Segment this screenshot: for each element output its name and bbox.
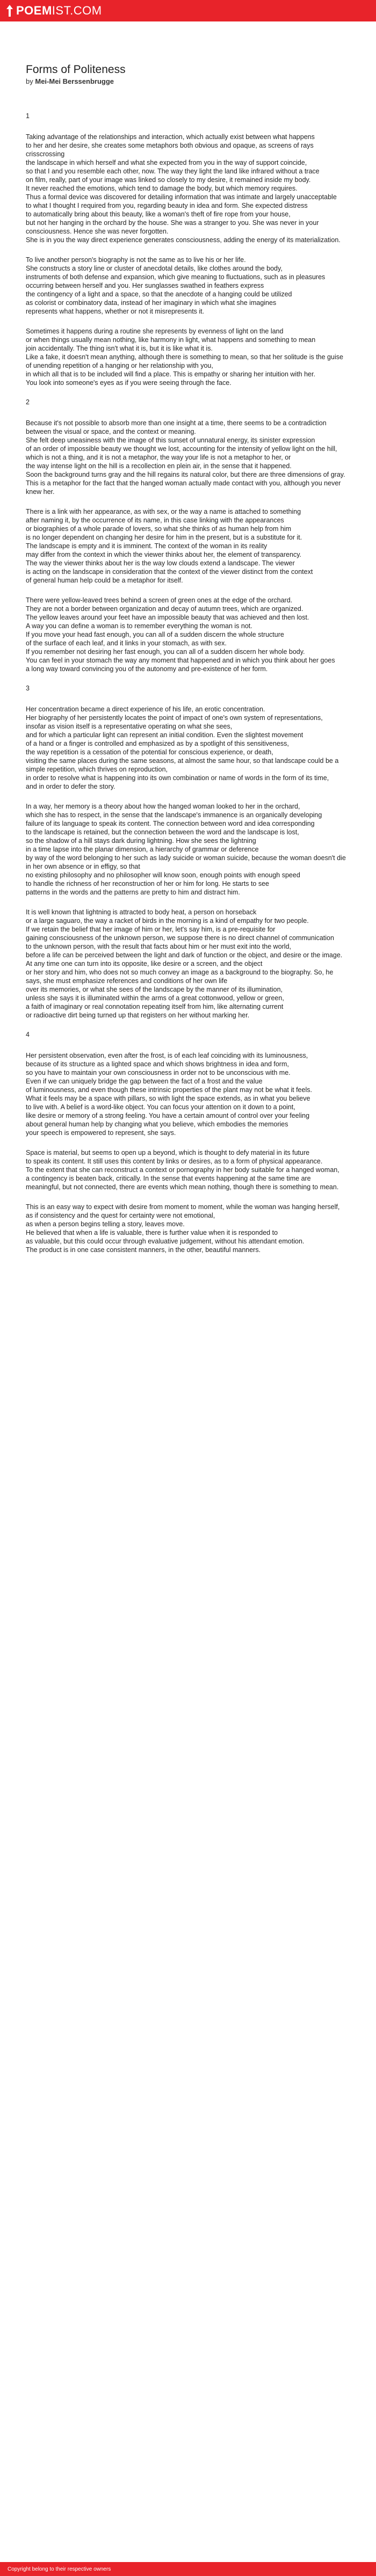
poem-line: is no longer dependent on changing her desire for him in the present, but is a substitute for it. (26, 534, 302, 541)
poem-line: failure of its language to speak its content. The connection between word and idea corresponding (26, 820, 315, 827)
poem-line: in a time lapse into the planar dimension, a hierarchy of grammar or deference (26, 846, 259, 853)
poem-line: A way you can define a woman is to remember everything the woman is not. (26, 622, 252, 630)
poem-line: as if consistency and the quest for certainty were not emotional, (26, 1212, 215, 1219)
poem-line: represents what happens, whether or not it misrepresents it. (26, 308, 205, 315)
poem-line: visiting the same places during the same seasons, at almost the same hour, so that landscape could be a simple repetition, which thrives on reproduction, (26, 757, 339, 773)
stanza (26, 1148, 350, 1191)
poem-line: There is a link with her appearance, as with sex, or the way a name is attached to something (26, 508, 301, 515)
poem-line: Because it's not possible to absorb more than one insight at a time, there seems to be a contradiction between the visual or space, and the context or meaning. (26, 419, 327, 435)
poem-line: to live with. A belief is a word-like object. You can focus your attention on it down to a point, (26, 1103, 295, 1111)
poem-byline (26, 77, 350, 85)
poem-line: of a hand or a finger is controlled and emphasized as by a spotlight of this sensitiveness, (26, 740, 289, 747)
stanza (26, 507, 350, 585)
poem-line: If you remember not desiring her fast enough, you can all of a sudden discern her whole body. (26, 648, 305, 656)
logo-main-text: POEM (16, 4, 52, 17)
poem-line: She is in you the way direct experience generates consciousness, adding the energy of its materialization. (26, 236, 341, 244)
poem-line: It is well known that lightning is attracted to body heat, a person on horseback (26, 908, 257, 916)
poem-line: or when things usually mean nothing, like harmony in light, what happens and something to mean (26, 336, 316, 344)
poem-line: about general human help by changing what you believe, which embodies the memories (26, 1120, 288, 1128)
poem-line: as valuable, but this could occur through evaluative judgement, without his attendant emotion. (26, 1238, 305, 1245)
poem-line: so you have to maintain your own consciousness in order not to be unconscious with me. (26, 1069, 291, 1076)
poem-line: She felt deep uneasiness with the image of this sunset of unnatural energy, its sinister expression (26, 436, 315, 444)
logo-rest-text: IST.COM (52, 4, 102, 17)
poem-title: Forms of Politeness (26, 63, 126, 76)
poem-line: to the unknown person, with the result that facts about him or her must exit into the world, (26, 943, 292, 950)
poem-line: This is a metaphor for the fact that the hanged woman actually made contact with you, although you never knew her. (26, 479, 341, 496)
by-label: by (26, 77, 33, 85)
stanza (26, 802, 350, 897)
poem-line: of an order of impossible beauty we thought we lost, accounting for the intensity of yellow light on the hill, (26, 445, 337, 453)
poem-line: to speak its content. It still uses this content by links or desires, as to a form of physical appearance. (26, 1158, 323, 1165)
poem-line: a faith of imaginary or real connotation repeating itself from him, like alternating current (26, 1003, 284, 1010)
poem-line: insofar as vision itself is a representative operating on what she sees, (26, 723, 233, 730)
poem-line: They are not a border between organization and decay of autumn trees, which are organized. (26, 605, 303, 613)
poem-line: to the landscape is retained, but the connection between the word and the landscape is lost, (26, 828, 299, 836)
poem-line: He believed that when a life is valuable, there is further value when it is responded to (26, 1229, 278, 1236)
poem-line: or biographies of a whole parade of lovers, so what she thinks of as human help from him (26, 525, 292, 533)
poem-line: which is not a thing, and it is not a metaphor, the way your life is not a metaphor to her, or (26, 454, 291, 461)
stanza (26, 133, 350, 244)
poem-line: a contingency is beaten back, critically. In the sense that events happening at the same time are (26, 1175, 311, 1182)
stanza (26, 705, 350, 791)
poem-line: by way of the word belonging to her such as lady suicide or woman suicide, because the woman doesn't die in her own absence or in effigy, so that (26, 854, 346, 870)
poem-line: You look into someone's eyes as if you were seeing through the face. (26, 379, 232, 387)
poem-line: The product is in one case consistent manners, in the other, beautiful manners. (26, 1246, 261, 1254)
poem-line: To the extent that she can reconstruct a context or pornography in her body suitable for a hanged woman, (26, 1166, 339, 1174)
poem-line: to her and her desire, she creates some metaphors both obvious and opaque, as screens of rays crisscrossing (26, 142, 314, 158)
poem-line: The way the viewer thinks about her is the way low clouds extend a landscape. The viewer (26, 559, 295, 567)
poem-line: or radioactive dirt being turned up that registers on her without marking her. (26, 1012, 250, 1019)
poem-line: of the surface of each leaf, and it links in your stomach, as with sex. (26, 639, 227, 647)
poem-line: What it feels may be a space with pillars, so with light the space extends, as in what you believe (26, 1095, 310, 1102)
poem-line: Sometimes it happens during a routine she represents by evenness of light on the land (26, 328, 284, 335)
poem-line: as when a person begins telling a story, leaves move. (26, 1220, 185, 1228)
poem-line: occurring between herself and you. Her sunglasses swathed in feathers express (26, 282, 264, 289)
poem-line: gaining consciousness of the unknown person, we suppose there is no direct channel of communication (26, 934, 334, 942)
poem-line: Her concentration became a direct experience of his life, an erotic concentration. (26, 705, 265, 713)
poem-content (0, 21, 376, 1254)
site-header (0, 0, 376, 21)
poem-line: It never reached the emotions, which tend to damage the body, but which memory requires. (26, 185, 298, 192)
poem-line: a long way toward convincing you of the autonomy and pre-existence of her form. (26, 665, 268, 673)
poem-body (26, 112, 350, 1254)
poem-line: unless she says it is illuminated within the arms of a great cottonwood, yellow or green, (26, 994, 284, 1002)
poem-line: instruments of both defense and expansion, which give meaning to fluctuations, such as in pleasures (26, 273, 326, 281)
poem-line: and in order to defer the story. (26, 783, 115, 790)
poem-line: which she has to respect, in the sense that the landscape's immanence is an organically developing (26, 811, 322, 819)
quill-icon (6, 5, 13, 17)
poem-line: in order to resolve what is happening into its own combination or name of words in the form of its time, (26, 774, 329, 782)
poem-line: so that I and you resemble each other, now. The way they light the land like infrared without a trace (26, 168, 320, 175)
poem-line: to what I thought I required from you, regarding beauty in idea and form. She expected distress (26, 202, 308, 209)
poem-line: This is an easy way to expect with desire from moment to moment, while the woman was hanging herself, (26, 1203, 340, 1211)
poem-line: To live another person's biography is not the same as to live his or her life. (26, 256, 246, 264)
site-footer (0, 2562, 376, 2576)
poem-line: no existing philosophy and no philosopher will know soon, enough points with enough speed (26, 871, 300, 879)
poem-line: meaningful, but not connected, there are events which mean nothing, though there is something to mean. (26, 1183, 339, 1191)
poem-line: She constructs a story line or cluster of anecdotal details, like clothes around the body, (26, 265, 283, 272)
footer-copyright: Copyright belong to their respective owners (8, 2566, 111, 2572)
poem-line: may differ from the context in which the viewer thinks about her, the element of transparency. (26, 551, 301, 558)
poem-line: the way intense light on the hill is a recollection en plein air, in the sense that it happened. (26, 462, 292, 470)
poem-line: There were yellow-leaved trees behind a screen of green ones at the edge of the orchard. (26, 596, 293, 604)
stanza (26, 908, 350, 1020)
poem-line: as colorist or combinatory data, instead of her imaginary in which what she imagines (26, 299, 277, 307)
poem-line: or a large saguaro, the way a racket of birds in the morning is a kind of empathy for two people. (26, 917, 309, 925)
poem-line: The landscape is empty and it is imminent. The context of the woman in its reality (26, 542, 267, 550)
poem-line: and for which a particular light can represent an initial condition. Even the slightest movement (26, 731, 303, 739)
poem-line: is acting on the landscape in consideration that the context of the viewer distinct from the context (26, 568, 313, 576)
poem-line: your speech is empowered to represent, she says. (26, 1129, 176, 1137)
poem-line: If we retain the belief that her image of him or her, let's say him, is a pre-requisite for (26, 926, 276, 933)
section-number: 2 (26, 398, 30, 406)
poem-line: Her persistent observation, even after the frost, is of each leaf coinciding with its luminousness, (26, 1052, 308, 1059)
poem-line: of general human help could be a metaphor for itself. (26, 577, 183, 584)
poem-line: or her story and him, who does not so much convey an image as a background to the biography. So, he says, she must emphasize references and conditions of her own life (26, 969, 334, 985)
poem-line: the contingency of a light and a space, so that the anecdote of a hanging could be utilized (26, 290, 292, 298)
poem-line: like desire or memory of a strong feeling. You have a certain amount of control over your feeling (26, 1112, 310, 1119)
stanza (26, 327, 350, 387)
poem-line: Like a fake, it doesn't mean anything, although there is something to mean, so that her solitude is the guise of unending repetition of a hanging or her relationship with you, (26, 353, 343, 369)
poem-line: to handle the richness of her reconstruction of her or him for long. He starts to see (26, 880, 270, 887)
poem-line: Her biography of her persistently locates the point of impact of one's own system of representations, (26, 714, 323, 722)
poem-author[interactable]: Mei-Mei Berssenbrugge (35, 77, 114, 85)
poem-line: The yellow leaves around your feet have an impossible beauty that was achieved and then lost. (26, 614, 309, 621)
poem-line: so the shadow of a hill stays dark during lightning. How she sees the lightning (26, 837, 256, 845)
poem-line: over its memories, or what she sees of the landscape by the manner of its illumination, (26, 986, 283, 993)
poem-line: because of its structure as a lighted space and which shows brightness in idea and form, (26, 1060, 289, 1068)
poem-line: to automatically bring about this beauty, like a woman's theft of fire rope from your house, (26, 210, 291, 218)
poem-line: You can feel in your stomach the way any moment that happened and in which you think about her goes (26, 657, 335, 664)
poem-line: Even if we can uniquely bridge the gap between the fact of a frost and the value (26, 1078, 263, 1085)
section-number: 4 (26, 1031, 30, 1038)
poem-line: on film, really, part of your image was linked so closely to my desire, it remained inside my body. (26, 176, 311, 184)
poem-line: patterns in the words and the patterns are pretty to him and distract him. (26, 889, 240, 896)
section-number: 1 (26, 112, 30, 120)
poem-line: Space is material, but seems to open up a beyond, which is thought to defy material in its future (26, 1149, 310, 1156)
stanza (26, 419, 350, 496)
poem-line: the way repetition is a cessation of the potential for conscious experience, or death, (26, 748, 273, 756)
site-logo[interactable] (6, 4, 102, 18)
poem-line: Thus a formal device was discovered for detailing information that was intimate and largely unacceptable (26, 193, 337, 201)
poem-line: Soon the background turns gray and the hill regains its natural color, but there are three dimensions of gray. (26, 471, 345, 478)
poem-line: join accidentally. The thing isn't what it is, but it is like what it is. (26, 345, 213, 352)
stanza (26, 1051, 350, 1137)
poem-line: the landscape in which herself and what she expected from you in the way of support coincide, (26, 159, 307, 166)
poem-line: Taking advantage of the relationships and interaction, which actually exist between what happens (26, 133, 315, 141)
poem-line: At any time one can turn into its opposite, like desire or a screen, and the object (26, 960, 263, 967)
poem-line: of luminousness, and even though these intrinsic properties of the plant may not be what it feels. (26, 1086, 312, 1094)
poem-line: after naming it, by the occurrence of its name, in this case linking with the appearances (26, 516, 284, 524)
section-number: 3 (26, 685, 30, 692)
stanza (26, 596, 350, 673)
poem-line: in which all that is to be included will find a place. This is empathy or sharing her intuition with her. (26, 370, 315, 378)
poem-line: but not her hanging in the orchard by the house. She was a stranger to you. She was never in your consciousness. Hence she was never forgotten. (26, 219, 319, 235)
poem-line: In a way, her memory is a theory about how the hanged woman looked to her in the orchard, (26, 803, 300, 810)
stanza (26, 1203, 350, 1254)
poem-line: before a life can be perceived between the light and dark of function or the object, and desire or the image. (26, 951, 343, 959)
poem-line: If you move your head fast enough, you can all of a sudden discern the whole structure (26, 631, 284, 638)
stanza (26, 256, 350, 316)
